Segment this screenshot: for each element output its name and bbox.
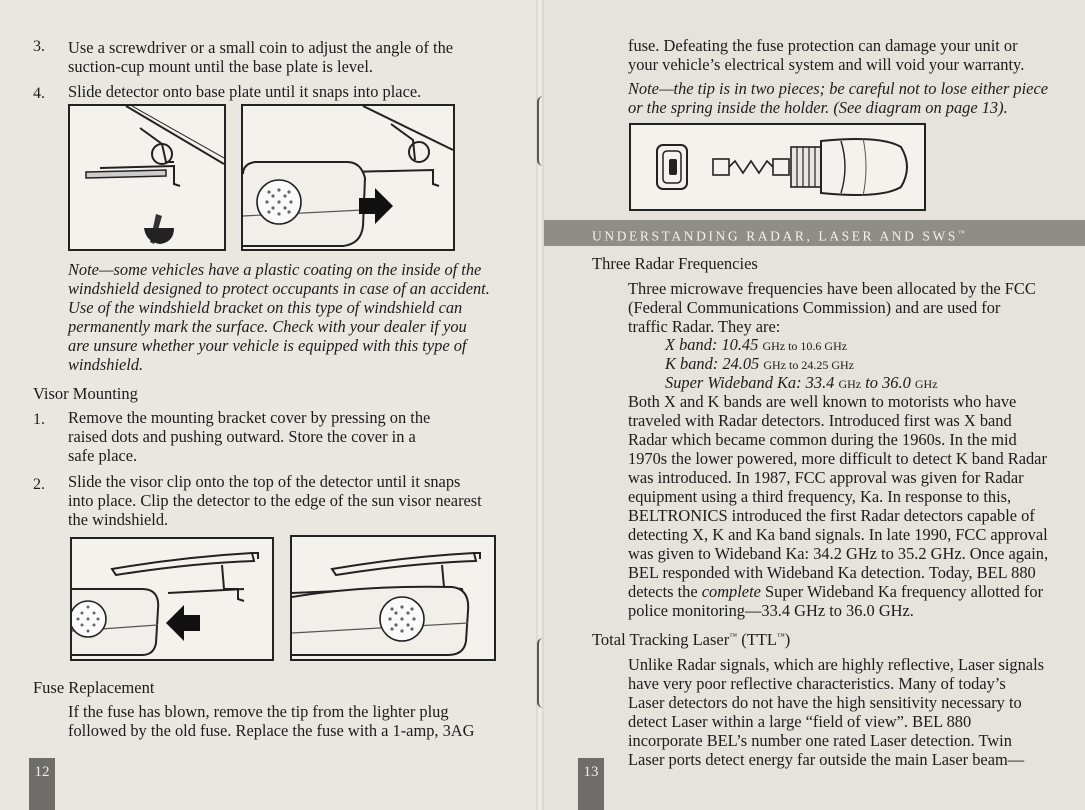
fuse-cont-line-2: your vehicle’s electrical system and will void your warranty. (628, 55, 1025, 74)
staple-top (537, 96, 545, 166)
staple-bottom (537, 638, 545, 708)
tip-note-line-2: or the spring inside the holder. (See diagram on page 13). (628, 98, 1008, 117)
laser-line-3: Laser detectors do not have the high sensitivity necessary to (628, 693, 1022, 712)
visor-clip-installed-illustration (292, 537, 494, 659)
radar-body-line-5: was introduced. In 1987, FCC approval was given for Radar (628, 468, 1024, 487)
radar-body-line-7: BELTRONICS introduced the first Radar detectors capable of (628, 506, 1035, 525)
radar-intro-line-2: (Federal Communications Commission) and are used for (628, 298, 1001, 317)
radar-body-line-6: equipment using a third frequency, Ka. In response to this, (628, 487, 1012, 506)
figure-visor-clip-installed (290, 535, 496, 661)
section-band: UNDERSTANDING RADAR, LASER AND SWS™ (540, 220, 1085, 246)
lighter-plug-illustration (631, 125, 924, 209)
page-number-13: 13 (578, 758, 604, 810)
laser-line-4: detect Laser within a large “field of view”. BEL 880 (628, 712, 972, 731)
right-page (540, 0, 1085, 810)
visor-step-2-line-1: Slide the visor clip onto the top of the detector until it snaps (68, 472, 461, 491)
fuse-replacement-heading: Fuse Replacement (33, 678, 155, 697)
radar-body-line-8: detecting X, K and Ka band signals. In late 1990, FCC approval (628, 525, 1048, 544)
visor-clip-attach-illustration (72, 539, 272, 659)
figure-base-plate (68, 104, 226, 251)
freq-x-band: X band: 10.45 GHz to 10.6 GHz (665, 335, 848, 354)
laser-line-1: Unlike Radar signals, which are highly reflective, Laser signals (628, 655, 1045, 674)
note-line-4: permanently mark the surface. Check with your dealer if you (68, 317, 467, 336)
radar-body-line-9: was given to Wideband Ka: 34.2 GHz to 35.2 GHz. Once again, (628, 544, 1049, 563)
radar-body-line-11: detects the complete Super Wideband Ka frequency allotted for (628, 582, 1044, 601)
ttl-heading: Total Tracking Laser™ (TTL™) (592, 630, 791, 649)
step-4-line-1: Slide detector onto base plate until it snaps into place. (68, 82, 422, 101)
page-number-12: 12 (29, 758, 55, 810)
radar-body-line-10: BEL responded with Wideband Ka detection. Today, BEL 880 (628, 563, 1036, 582)
note-line-6: windshield. (68, 355, 144, 374)
left-page (0, 0, 540, 810)
left-arrow-icon (166, 605, 200, 641)
slide-detector-illustration (243, 106, 453, 249)
fuse-cont-line-1: fuse. Defeating the fuse protection can damage your unit or (628, 36, 1018, 55)
three-radar-frequencies-heading: Three Radar Frequencies (592, 254, 758, 273)
tip-note-line-1: Note—the tip is in two pieces; be careful not to lose either piece (628, 79, 1048, 98)
figure-slide-detector (241, 104, 455, 251)
visor-step-2-number: 2. (33, 476, 45, 493)
radar-intro-line-1: Three microwave frequencies have been allocated by the FCC (628, 279, 1036, 298)
step-3-line-2: suction-cup mount until the base plate is level. (68, 57, 373, 76)
step-4-number: 4. (33, 85, 45, 102)
figure-visor-clip-attach (70, 537, 274, 661)
freq-ka-band: Super Wideband Ka: 33.4 GHz to 36.0 GHz (665, 373, 938, 392)
visor-step-2-line-3: the windshield. (68, 510, 169, 529)
step-3-line-1: Use a screwdriver or a small coin to adjust the angle of the (68, 38, 454, 57)
radar-body-line-12: police monitoring—33.4 GHz to 36.0 GHz. (628, 601, 914, 620)
note-line-1: Note—some vehicles have a plastic coating on the inside of the (68, 260, 482, 279)
radar-body-line-1: Both X and K bands are well known to motorists who have (628, 392, 1017, 411)
visor-step-1-line-2: raised dots and pushing outward. Store the cover in a (68, 427, 416, 446)
note-line-5: are unsure whether your vehicle is equipped with this type of (68, 336, 467, 355)
radar-body-line-3: Radar which became common during the 1960s. In the mid (628, 430, 1017, 449)
visor-mounting-heading: Visor Mounting (33, 384, 138, 403)
visor-step-1-line-3: safe place. (68, 446, 138, 465)
step-3-number: 3. (33, 38, 45, 55)
radar-body-line-4: 1970s the lower powered, more difficult to detect K band Radar (628, 449, 1047, 468)
base-plate-illustration (70, 106, 224, 249)
note-line-3: Use of the windshield bracket on this type of windshield can (68, 298, 463, 317)
note-line-2: windshield designed to protect occupants in case of an accident. (68, 279, 490, 298)
figure-lighter-plug-tip (629, 123, 926, 211)
visor-step-1-number: 1. (33, 411, 45, 428)
visor-step-2-line-2: into place. Clip the detector to the edge of the sun visor nearest (68, 491, 482, 510)
laser-line-2: have very poor reflective characteristics. Many of today’s (628, 674, 1006, 693)
radar-intro-line-3: traffic Radar. They are: (628, 317, 781, 336)
visor-step-1-line-1: Remove the mounting bracket cover by pressing on the (68, 408, 431, 427)
radar-body-line-2: traveled with Radar detectors. Introduced first was X band (628, 411, 1012, 430)
laser-line-5: incorporate BEL’s number one rated Laser detection. Twin (628, 731, 1012, 750)
freq-k-band: K band: 24.05 GHz to 24.25 GHz (665, 354, 854, 373)
fuse-line-1: If the fuse has blown, remove the tip from the lighter plug (68, 702, 449, 721)
fuse-line-2: followed by the old fuse. Replace the fuse with a 1-amp, 3AG (68, 721, 475, 740)
laser-line-6: Laser ports detect energy far outside the main Laser beam— (628, 750, 1025, 769)
